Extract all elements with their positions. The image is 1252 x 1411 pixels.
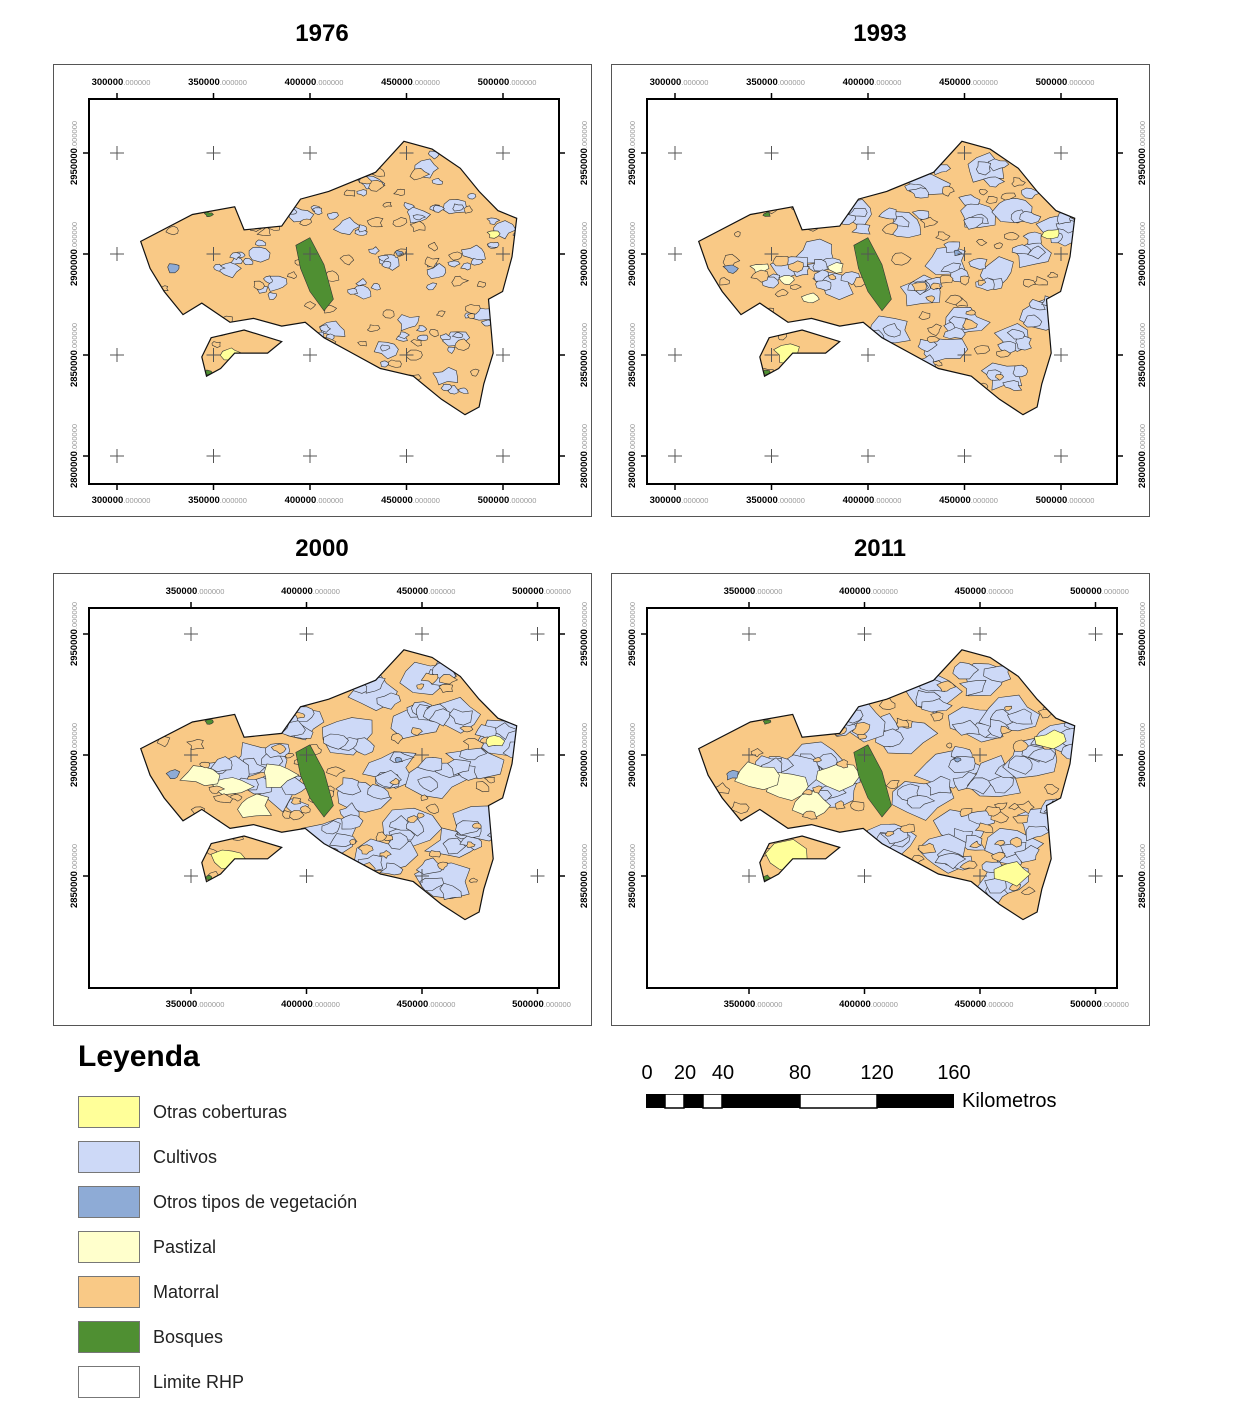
x-tick-label-top: 450000.000000 <box>939 77 998 88</box>
x-tick-label-bottom: 350000.000000 <box>188 495 247 506</box>
map-svg-2011 <box>612 574 1151 1027</box>
map-panel-2000 <box>53 573 592 1026</box>
x-tick-label-bottom: 450000.000000 <box>939 495 998 506</box>
legend-swatch-limite-rhp <box>78 1366 140 1398</box>
legend-item-bosques <box>78 1321 478 1355</box>
y-tick-label-right: 2850000.000000 <box>1137 322 1148 388</box>
scale-label: 80 <box>788 1062 812 1084</box>
x-tick-label-bottom: 500000.000000 <box>512 999 571 1010</box>
panel-title-2000: 2000 <box>295 535 349 562</box>
y-tick-label-right: 2950000.000000 <box>579 120 590 186</box>
legend-label: Limite RHP <box>153 1372 245 1392</box>
y-tick-label-left: 2900000.000000 <box>627 221 638 287</box>
patch-matorral <box>383 310 394 318</box>
patch-matorral <box>931 283 941 290</box>
x-tick-label-bottom: 450000.000000 <box>396 999 456 1010</box>
y-tick-label-right: 2900000.000000 <box>1137 722 1148 788</box>
y-tick-label-left: 2850000.000000 <box>69 843 80 909</box>
y-tick-label-right: 2950000.000000 <box>1137 601 1148 667</box>
x-tick-label-bottom: 350000.000000 <box>723 999 783 1010</box>
x-tick-label-bottom: 450000.000000 <box>381 495 440 506</box>
patch-matorral <box>344 190 355 196</box>
y-tick-label-left: 2900000.000000 <box>627 722 638 788</box>
x-tick-label-top: 500000.000000 <box>1035 77 1095 88</box>
scale-bar <box>640 1062 1100 1122</box>
x-tick-label-top: 350000.000000 <box>723 586 783 597</box>
y-tick-label-left: 2900000.000000 <box>69 722 80 788</box>
scale-unit: Kilometros <box>962 1090 1057 1112</box>
legend-item-cultivos <box>78 1141 478 1175</box>
x-tick-label-top: 300000.000000 <box>91 77 151 88</box>
legend-label: Bosques <box>153 1327 224 1347</box>
y-tick-label-left: 2950000.000000 <box>627 120 638 186</box>
y-tick-label-right: 2850000.000000 <box>1137 843 1148 909</box>
map-content <box>627 77 1148 506</box>
map-panel-2011 <box>611 573 1150 1026</box>
x-tick-label-bottom: 500000.000000 <box>1070 999 1129 1010</box>
panel-title-1993: 1993 <box>853 20 907 47</box>
y-tick-label-right: 2900000.000000 <box>579 722 590 788</box>
map-svg-2000 <box>54 574 593 1027</box>
x-tick-label-top: 450000.000000 <box>396 586 456 597</box>
x-tick-label-top: 400000.000000 <box>842 77 902 88</box>
y-tick-label-right: 2900000.000000 <box>1137 221 1148 287</box>
map-panel-1976 <box>53 64 592 517</box>
x-tick-label-bottom: 400000.000000 <box>842 495 902 506</box>
patch-matorral <box>429 851 440 857</box>
legend-swatch-bosques <box>78 1321 140 1353</box>
legend-swatch-pastizal <box>78 1231 140 1263</box>
x-tick-label-bottom: 400000.000000 <box>839 999 898 1010</box>
y-tick-label-left: 2800000.000000 <box>69 423 80 489</box>
x-tick-label-bottom: 300000.000000 <box>649 495 709 506</box>
legend-item-matorral <box>78 1276 478 1310</box>
legend-label: Otras coberturas <box>153 1102 288 1122</box>
map-content <box>69 586 590 1010</box>
patch-matorral <box>773 256 788 266</box>
y-tick-label-left: 2950000.000000 <box>69 601 80 667</box>
y-tick-label-left: 2850000.000000 <box>627 322 638 388</box>
legend-title: Leyenda <box>78 1040 200 1073</box>
map-content <box>627 586 1148 1010</box>
scale-label: 0 <box>641 1062 653 1084</box>
legend-item-pastizal <box>78 1231 478 1265</box>
legend-item-otras-coberturas <box>78 1096 478 1130</box>
x-tick-label-bottom: 300000.000000 <box>91 495 151 506</box>
x-tick-label-bottom: 350000.000000 <box>746 495 805 506</box>
legend-swatch-cultivos <box>78 1141 140 1173</box>
y-tick-label-left: 2800000.000000 <box>627 423 638 489</box>
legend-swatch-otros-tipos-vegetacion <box>78 1186 140 1218</box>
panel-title-2011: 2011 <box>853 535 907 562</box>
y-tick-label-right: 2800000.000000 <box>579 423 590 489</box>
x-tick-label-bottom: 350000.000000 <box>165 999 225 1010</box>
patch-cultivos <box>348 288 358 294</box>
x-tick-label-bottom: 500000.000000 <box>477 495 537 506</box>
y-tick-label-left: 2950000.000000 <box>69 120 80 186</box>
y-tick-label-left: 2850000.000000 <box>627 843 638 909</box>
x-tick-label-top: 400000.000000 <box>839 586 898 597</box>
x-tick-label-top: 500000.000000 <box>512 586 571 597</box>
y-tick-label-right: 2850000.000000 <box>579 322 590 388</box>
map-panel-1993 <box>611 64 1150 517</box>
y-tick-label-right: 2900000.000000 <box>579 221 590 287</box>
y-tick-label-right: 2850000.000000 <box>579 843 590 909</box>
x-tick-label-top: 350000.000000 <box>746 77 805 88</box>
map-svg-1993 <box>612 65 1151 518</box>
x-tick-label-top: 350000.000000 <box>165 586 225 597</box>
x-tick-label-bottom: 450000.000000 <box>954 999 1014 1010</box>
legend-swatch-matorral <box>78 1276 140 1308</box>
legend-item-limite-rhp <box>78 1366 478 1400</box>
legend-item-otros-tipos-vegetacion <box>78 1186 478 1220</box>
y-tick-label-left: 2950000.000000 <box>627 601 638 667</box>
x-tick-label-bottom: 400000.000000 <box>284 495 344 506</box>
legend-label: Matorral <box>153 1282 220 1302</box>
x-tick-label-bottom: 400000.000000 <box>281 999 340 1010</box>
y-tick-label-left: 2850000.000000 <box>69 322 80 388</box>
scale-label: 120 <box>860 1062 894 1084</box>
y-tick-label-right: 2950000.000000 <box>1137 120 1148 186</box>
x-tick-label-bottom: 500000.000000 <box>1035 495 1095 506</box>
x-tick-label-top: 500000.000000 <box>1070 586 1129 597</box>
scale-label: 20 <box>673 1062 697 1084</box>
scale-label: 160 <box>937 1062 971 1084</box>
y-tick-label-right: 2800000.000000 <box>1137 423 1148 489</box>
x-tick-label-top: 450000.000000 <box>954 586 1014 597</box>
legend-label: Otros tipos de vegetación <box>153 1192 358 1212</box>
legend-label: Cultivos <box>153 1147 218 1167</box>
x-tick-label-top: 300000.000000 <box>649 77 709 88</box>
scale-bar-graphic <box>646 1094 966 1114</box>
scale-label: 40 <box>711 1062 735 1084</box>
map-svg-1976 <box>54 65 593 518</box>
y-tick-label-right: 2950000.000000 <box>579 601 590 667</box>
map-content <box>69 77 590 506</box>
y-tick-label-left: 2900000.000000 <box>69 221 80 287</box>
panel-title-1976: 1976 <box>295 20 349 47</box>
x-tick-label-top: 450000.000000 <box>381 77 440 88</box>
x-tick-label-top: 350000.000000 <box>188 77 247 88</box>
patch-cultivos <box>488 242 499 247</box>
patch-matorral <box>940 275 953 283</box>
x-tick-label-top: 500000.000000 <box>477 77 537 88</box>
legend-swatch-otras-coberturas <box>78 1096 140 1128</box>
x-tick-label-top: 400000.000000 <box>284 77 344 88</box>
legend-label: Pastizal <box>153 1237 217 1257</box>
x-tick-label-top: 400000.000000 <box>281 586 340 597</box>
